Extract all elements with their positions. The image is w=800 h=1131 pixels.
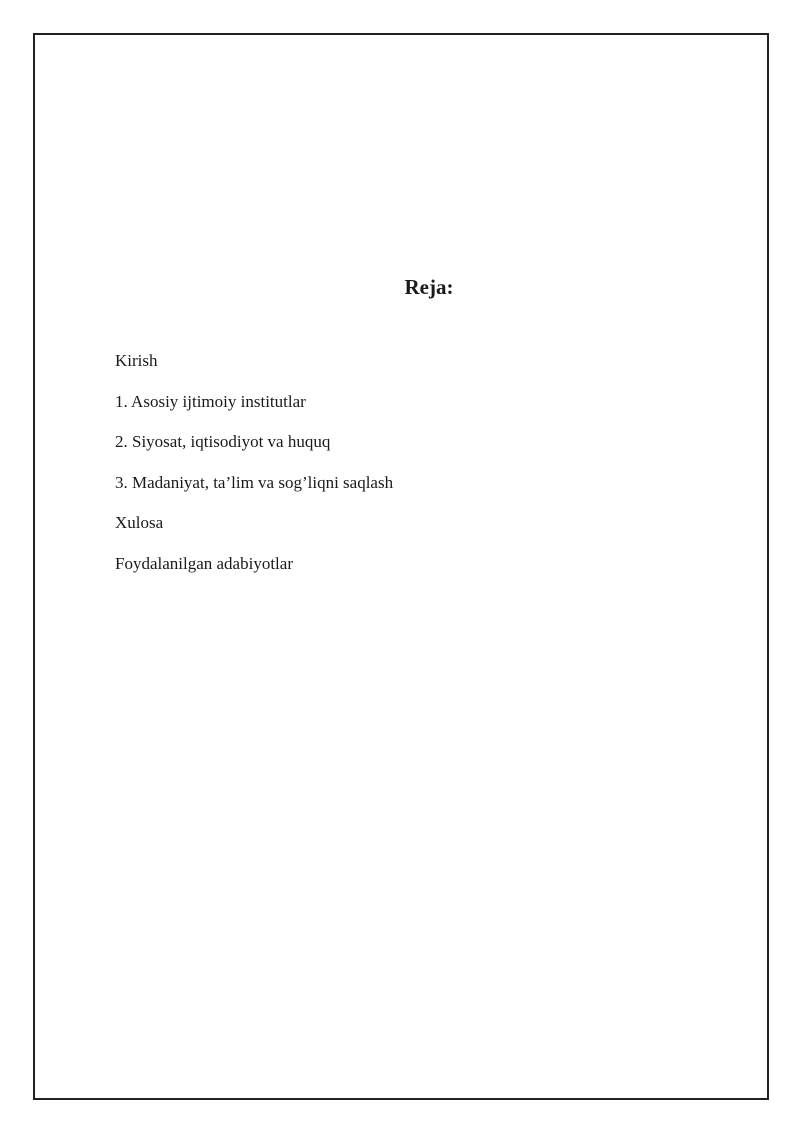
toc-item-3: 3. Madaniyat, ta’lim va sog’liqni saqlash	[115, 472, 394, 492]
toc-item-2: 2. Siyosat, iqtisodiyot va huquq	[115, 432, 331, 451]
toc-item-conclusion: Xulosa	[115, 513, 164, 532]
toc-item-references: Foydalanilgan adabiyotlar	[115, 553, 293, 573]
toc-item-1: 1. Asosiy ijtimoiy institutlar	[115, 391, 306, 411]
table-of-contents	[115, 350, 393, 593]
toc-item-introduction: Kirish	[115, 351, 158, 370]
page-title: Reja:	[404, 275, 454, 299]
